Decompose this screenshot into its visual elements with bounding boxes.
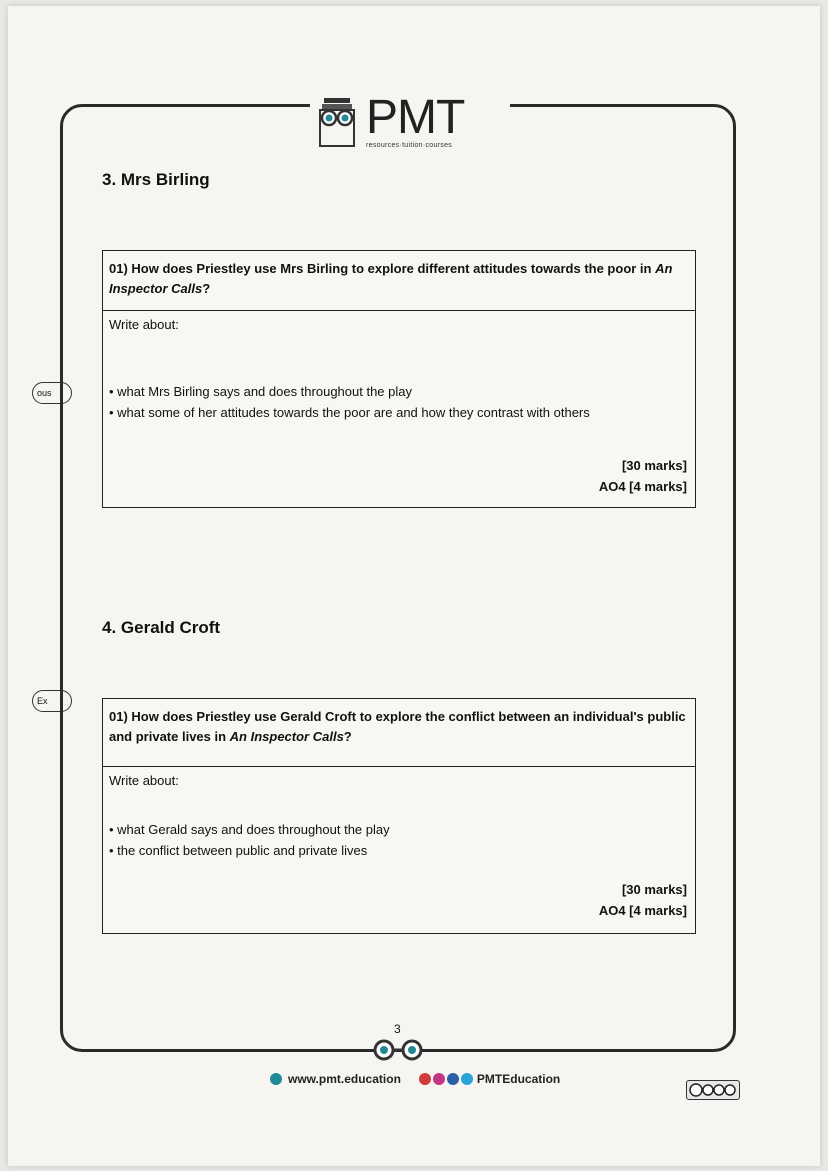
logo-wordmark: PMT: [366, 91, 465, 144]
bullet-list: [109, 819, 390, 861]
list-item: • the conflict between public and private lives: [109, 843, 368, 858]
binder-tab: Ex: [32, 690, 72, 712]
facebook-icon[interactable]: [447, 1073, 459, 1085]
write-about-label: Write about:: [109, 317, 179, 332]
list-item: • what Mrs Birling says and does throughout the play: [109, 384, 412, 399]
instagram-icon[interactable]: [433, 1073, 445, 1085]
glasses-icon: [366, 1038, 430, 1062]
bullet-list: [109, 381, 590, 423]
marks-block: [599, 455, 687, 497]
marks-total: [30 marks]: [621, 458, 687, 473]
creative-commons-icon: [686, 1080, 740, 1100]
page-number: 3: [394, 1022, 401, 1036]
logo-tagline: resources·tuition·courses: [366, 142, 453, 149]
glasses-books-icon: [310, 94, 364, 150]
page-footer: [270, 1072, 560, 1086]
marks-block: [599, 879, 687, 921]
twitter-icon[interactable]: [461, 1073, 473, 1085]
question-text: 01) How does Priestley use Gerald Croft to explore the conflict between an individual's public and private lives in An Inspector Calls?: [103, 699, 695, 767]
globe-icon: [270, 1073, 282, 1085]
website-link[interactable]: www.pmt.education: [288, 1072, 401, 1086]
list-item: • what some of her attitudes towards the poor are and how they contrast with others: [109, 405, 590, 420]
pmt-logo: [310, 91, 510, 156]
marks-total: [30 marks]: [621, 882, 687, 897]
youtube-icon[interactable]: [419, 1073, 431, 1085]
question-box: [102, 250, 696, 508]
list-item: • what Gerald says and does throughout the play: [109, 822, 390, 837]
write-about-label: Write about:: [109, 773, 179, 788]
social-handle: PMTEducation: [476, 1072, 561, 1086]
binder-tab: ous: [32, 382, 72, 404]
ao4-marks: AO4 [4 marks]: [598, 903, 687, 918]
cc-license-icon: [689, 1083, 737, 1097]
ao4-marks: AO4 [4 marks]: [598, 479, 687, 494]
question-box: [102, 698, 696, 934]
section-title: 4. Gerald Croft: [102, 618, 221, 637]
section-title: 3. Mrs Birling: [102, 170, 210, 189]
question-text: 01) How does Priestley use Mrs Birling to explore different attitudes towards the poor in An Inspector Calls?: [103, 251, 695, 311]
